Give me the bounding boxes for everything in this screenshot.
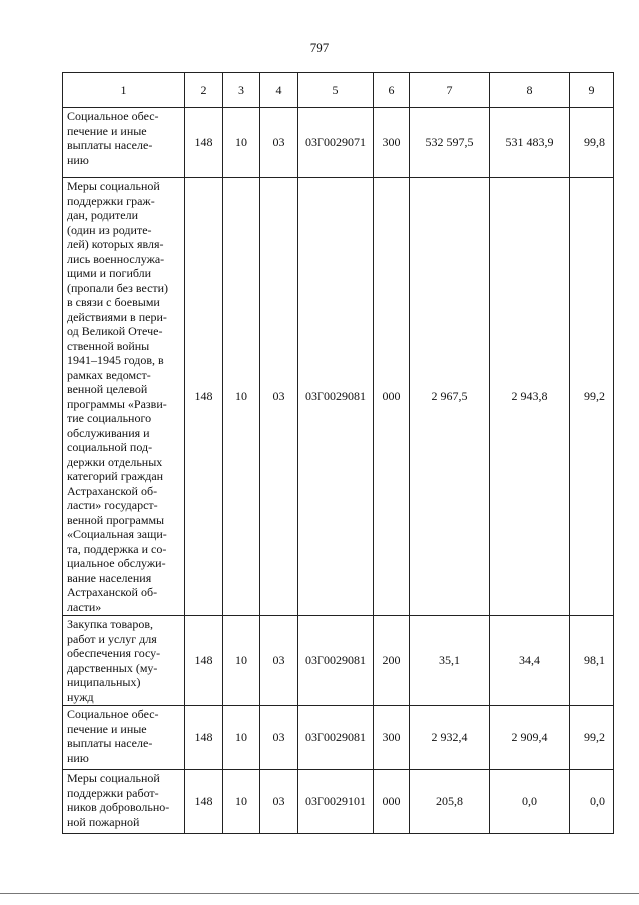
cell-expense-type-code: 200 bbox=[374, 616, 410, 706]
cell-planned-amount: 2 967,5 bbox=[410, 178, 490, 616]
row-name-cell bbox=[63, 706, 185, 770]
header-col-9: 9 bbox=[570, 73, 614, 108]
cell-target-article-code: 03Г0029081 bbox=[298, 706, 374, 770]
row-name-line: та, поддержка и со- bbox=[67, 541, 167, 556]
row-name-line: тие социального bbox=[67, 411, 152, 425]
cell-section-code: 10 bbox=[223, 178, 260, 616]
header-col-1: 1 bbox=[63, 73, 185, 108]
row-name-line: ников добровольно- bbox=[67, 800, 170, 814]
cell-grbs-code: 148 bbox=[185, 108, 223, 178]
cell-grbs-code: 148 bbox=[185, 178, 223, 616]
cell-section-code: 10 bbox=[223, 616, 260, 706]
row-name-cell bbox=[63, 616, 185, 706]
row-name-line: Меры социальной bbox=[67, 771, 160, 785]
cell-subsection-code: 03 bbox=[260, 108, 298, 178]
row-name-line: ласти» государст- bbox=[67, 498, 158, 512]
cell-target-article-code: 03Г0029101 bbox=[298, 770, 374, 834]
cell-execution-percent: 99,2 bbox=[570, 178, 614, 616]
cell-expense-type-code: 000 bbox=[374, 178, 410, 616]
cell-executed-amount: 34,4 bbox=[490, 616, 570, 706]
cell-expense-type-code: 000 bbox=[374, 770, 410, 834]
row-name-cell bbox=[63, 178, 185, 616]
row-name-line: ственной войны bbox=[67, 338, 150, 353]
header-col-4: 4 bbox=[260, 73, 298, 108]
header-col-6: 6 bbox=[374, 73, 410, 108]
page-number: 797 bbox=[309, 40, 330, 55]
row-name-line: щими и погибли bbox=[67, 266, 152, 280]
table-row bbox=[63, 616, 614, 706]
row-name-line: работ и услуг для bbox=[67, 631, 157, 646]
row-name-line: обслуживания и bbox=[67, 425, 150, 440]
row-name-line: Закупка товаров, bbox=[67, 617, 153, 631]
cell-subsection-code: 03 bbox=[260, 770, 298, 834]
row-name-line: ниципальных) bbox=[67, 675, 141, 689]
row-name-line: лись военнослужа- bbox=[67, 251, 165, 266]
cell-section-code: 10 bbox=[223, 770, 260, 834]
row-name-line: (один из родите- bbox=[67, 222, 152, 237]
row-name-line: выплаты населе- bbox=[67, 736, 153, 750]
page-bottom-edge bbox=[0, 893, 639, 894]
row-name-cell bbox=[63, 108, 185, 178]
cell-planned-amount: 205,8 bbox=[410, 770, 490, 834]
budget-execution-table bbox=[62, 72, 614, 834]
cell-expense-type-code: 300 bbox=[374, 706, 410, 770]
row-name-line: 1941–1945 годов, в bbox=[67, 353, 164, 367]
cell-execution-percent: 99,8 bbox=[570, 108, 614, 178]
row-name-line: действиями в пери- bbox=[67, 309, 167, 324]
cell-planned-amount: 35,1 bbox=[410, 616, 490, 706]
row-name-line: категорий граждан bbox=[67, 469, 164, 483]
row-name-line: циальное обслужи- bbox=[67, 556, 166, 570]
row-name-line: программы «Разви- bbox=[67, 396, 167, 411]
cell-target-article-code: 03Г0029071 bbox=[298, 108, 374, 178]
row-name-line: Меры социальной bbox=[67, 179, 160, 193]
row-name-line: нужд bbox=[67, 689, 94, 704]
cell-executed-amount: 0,0 bbox=[490, 770, 570, 834]
row-name-line: поддержки работ- bbox=[67, 785, 159, 800]
row-name-line: нию bbox=[67, 750, 89, 765]
cell-execution-percent: 98,1 bbox=[570, 616, 614, 706]
row-name-line: выплаты населе- bbox=[67, 138, 153, 152]
cell-subsection-code: 03 bbox=[260, 178, 298, 616]
cell-executed-amount: 2 909,4 bbox=[490, 706, 570, 770]
row-name-line: лей) которых явля- bbox=[67, 237, 164, 251]
cell-grbs-code: 148 bbox=[185, 706, 223, 770]
row-name-line: в связи с боевыми bbox=[67, 295, 160, 309]
row-name-line: нию bbox=[67, 152, 89, 167]
row-name-line: обеспечения госу- bbox=[67, 646, 161, 660]
cell-target-article-code: 03Г0029081 bbox=[298, 616, 374, 706]
row-name-line: венной целевой bbox=[67, 382, 148, 396]
cell-grbs-code: 148 bbox=[185, 770, 223, 834]
row-name-line: печение и иные bbox=[67, 123, 147, 138]
cell-target-article-code: 03Г0029081 bbox=[298, 178, 374, 616]
cell-planned-amount: 532 597,5 bbox=[410, 108, 490, 178]
row-name-line: Социальное обес- bbox=[67, 109, 159, 123]
table-row bbox=[63, 706, 614, 770]
table-row bbox=[63, 178, 614, 616]
header-col-8: 8 bbox=[490, 73, 570, 108]
row-name-line: рамках ведомст- bbox=[67, 367, 151, 382]
row-name-cell bbox=[63, 770, 185, 834]
row-name-line: дан, родители bbox=[67, 208, 139, 222]
header-col-2: 2 bbox=[185, 73, 223, 108]
row-name-line: Астраханской об- bbox=[67, 585, 158, 599]
cell-expense-type-code: 300 bbox=[374, 108, 410, 178]
row-name-line: поддержки граж- bbox=[67, 193, 155, 208]
row-name-line: вание населения bbox=[67, 570, 152, 585]
cell-grbs-code: 148 bbox=[185, 616, 223, 706]
cell-subsection-code: 03 bbox=[260, 706, 298, 770]
table-row bbox=[63, 108, 614, 178]
header-row bbox=[63, 73, 614, 108]
row-name-line: од Великой Отече- bbox=[67, 324, 163, 338]
row-name-line: социальной под- bbox=[67, 440, 153, 454]
cell-planned-amount: 2 932,4 bbox=[410, 706, 490, 770]
row-name-line: печение и иные bbox=[67, 721, 147, 736]
header-col-5: 5 bbox=[298, 73, 374, 108]
row-name-line: ласти» bbox=[67, 599, 102, 614]
header-col-3: 3 bbox=[223, 73, 260, 108]
row-name-line: венной программы bbox=[67, 512, 165, 527]
cell-execution-percent: 0,0 bbox=[570, 770, 614, 834]
row-name-line: «Социальная защи- bbox=[67, 527, 167, 541]
row-name-line: держки отдельных bbox=[67, 454, 163, 469]
cell-execution-percent: 99,2 bbox=[570, 706, 614, 770]
row-name-line: ной пожарной bbox=[67, 814, 140, 829]
row-name-line: дарственных (му- bbox=[67, 660, 158, 675]
row-name-line: Астраханской об- bbox=[67, 483, 158, 498]
row-name-line: (пропали без вести) bbox=[67, 280, 169, 295]
cell-executed-amount: 531 483,9 bbox=[490, 108, 570, 178]
row-name-line: Социальное обес- bbox=[67, 707, 159, 721]
header-col-7: 7 bbox=[410, 73, 490, 108]
table-row bbox=[63, 770, 614, 834]
cell-executed-amount: 2 943,8 bbox=[490, 178, 570, 616]
cell-subsection-code: 03 bbox=[260, 616, 298, 706]
cell-section-code: 10 bbox=[223, 108, 260, 178]
cell-section-code: 10 bbox=[223, 706, 260, 770]
